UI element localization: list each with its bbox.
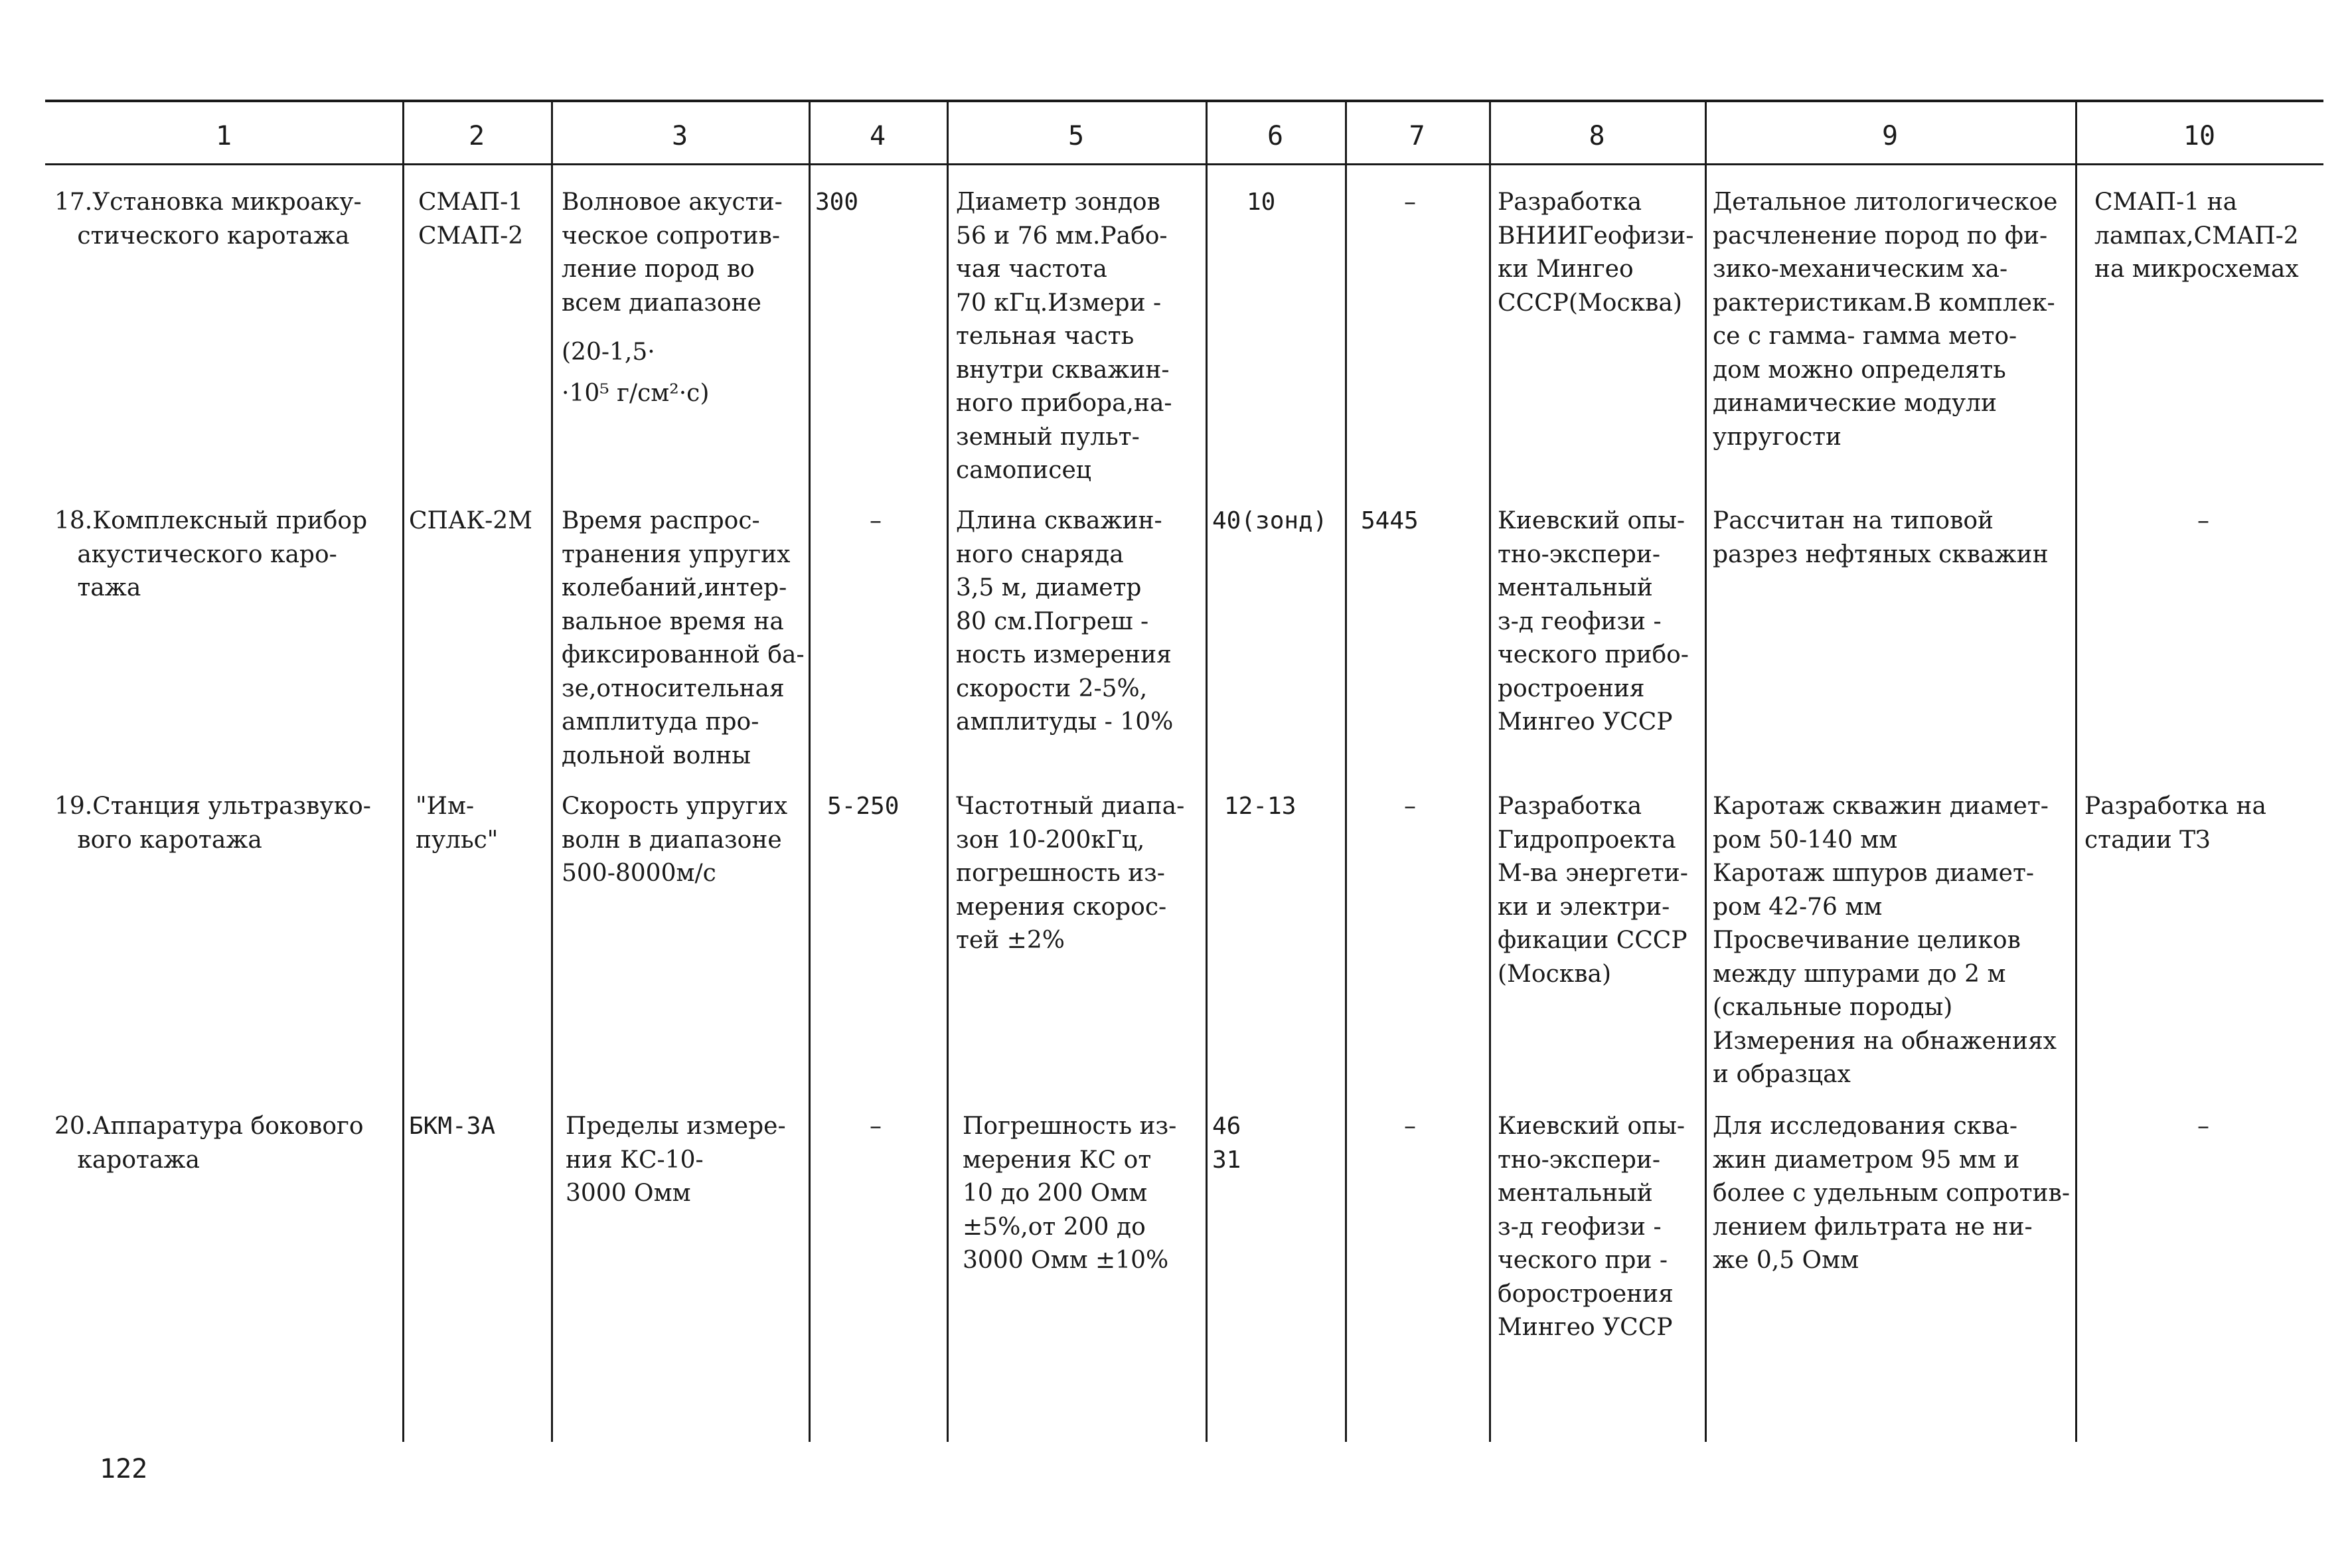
table-cell-application: Детальное литологическое расчленение пород по фи- зико-механическим ха- рактеристикам.В комплек- се с гамма- гамма мето- дом можно определять динамические модули упругости	[1713, 189, 2058, 451]
column-header: 8	[1589, 121, 1605, 151]
column-divider	[551, 101, 553, 1442]
table-cell-name: 18.Комплексный прибор акустического каро- тажа	[54, 507, 368, 601]
column-header: 10	[2183, 121, 2216, 151]
column-header: 3	[671, 121, 688, 151]
table-cell-col7: 5445	[1361, 507, 1419, 534]
table-cell-measured: Время распрос- транения упругих колебаний,интер- вальное время на фиксированной ба- зе,относительная амплитуда про- дольной волны	[562, 507, 805, 769]
table-cell-developer: Киевский опы- тно-экспери- ментальный з-д геофизи - ческого при - боростроения Мингео УССР	[1498, 1113, 1686, 1341]
table-cell-type: "Им- пульс"	[416, 793, 499, 854]
table-cell-col6: 40(зонд)	[1212, 507, 1328, 534]
table-cell-col4: 300	[815, 189, 859, 216]
column-divider	[2075, 101, 2077, 1442]
table-cell-measured: Скорость упругих волн в диапазоне 500-8000м/с	[562, 793, 788, 887]
table-cell-application: Для исследования сква- жин диаметром 95 мм и более с удельным сопротив- лением фильтрата не ни- же 0,5 Омм	[1713, 1113, 2070, 1274]
table-cell-measured: Пределы измере- ния КС-10- 3000 Омм	[566, 1113, 786, 1207]
table-cell-col7: –	[1404, 793, 1416, 820]
column-header: 7	[1409, 121, 1425, 151]
table-cell-developer: Разработка Гидропроекта М-ва энергети- ки и электри- фикации СССР (Москва)	[1498, 793, 1688, 988]
column-divider	[809, 101, 811, 1442]
table-cell-measured: Волновое акусти- ческое сопротив- ление пород во всем диапазоне	[562, 189, 783, 317]
table-cell-name: 20.Аппаратура бокового каротажа	[54, 1113, 364, 1174]
column-divider	[1705, 101, 1707, 1442]
column-divider	[1345, 101, 1347, 1442]
table-cell-specs: Частотный диапа- зон 10-200кГц, погрешность из- мерения скорос- тей ±2%	[956, 793, 1185, 954]
table-cell-developer: Киевский опы- тно-экспери- ментальный з-д геофизи - ческого прибо- ростроения Мингео УССР	[1498, 507, 1689, 736]
table-cell-developer: Разработка ВНИИГеофизи- ки Мингео СССР(Москва)	[1498, 189, 1694, 317]
table-cell-specs: Погрешность из- мерения КС от 10 до 200 Омм ±5%,от 200 до 3000 Омм ±10%	[963, 1113, 1177, 1274]
table-cell-name: 19.Станция ультразвуко- вого каротажа	[54, 793, 371, 854]
table-cell-notes: Разработка на стадии ТЗ	[2084, 793, 2266, 854]
column-header: 2	[468, 121, 485, 151]
column-header: 5	[1067, 121, 1085, 151]
column-divider	[1489, 101, 1491, 1442]
column-divider	[402, 101, 404, 1442]
table-cell-notes: СМАП-1 на лампах,СМАП-2 на микросхемах	[2094, 189, 2299, 283]
page-number: 122	[100, 1454, 148, 1484]
table-cell-type: БКМ-3А	[409, 1113, 496, 1140]
table-cell-col6: 46 31	[1212, 1113, 1241, 1174]
table-cell-col6: 10	[1247, 189, 1276, 216]
table-cell-application: Каротаж скважин диамет- ром 50-140 мм Каротаж шпуров диамет- ром 42-76 мм Просвечивание целиков между шпурами до 2 м (скальные породы) Измерения на обнажениях и образцах	[1713, 793, 2057, 1088]
table-cell-col6: 12-13	[1224, 793, 1296, 820]
column-header: 9	[1881, 121, 1899, 151]
column-divider	[947, 101, 949, 1442]
table-cell-col7: –	[1404, 1113, 1416, 1140]
table-cell-col7: –	[1404, 189, 1416, 216]
table-cell-specs: Диаметр зондов 56 и 76 мм.Рабо- чая частота 70 кГц.Измери - тельная часть внутри скважин- ного прибора,на- земный пульт- самописец	[956, 189, 1172, 484]
column-header: 6	[1267, 121, 1284, 151]
table-cell-measured-range: (20-1,5· ·10⁵ г/см²·с)	[562, 339, 710, 407]
table-cell-notes: –	[2197, 507, 2209, 534]
table-cell-col4: 5-250	[827, 793, 900, 820]
table-cell-application: Рассчитан на типовой разрез нефтяных скважин	[1713, 507, 2049, 568]
table-cell-type: СМАП-1 СМАП-2	[418, 189, 524, 250]
column-header: 1	[215, 121, 232, 151]
column-header: 4	[869, 121, 886, 151]
table-cell-col4: –	[870, 1113, 882, 1140]
table-cell-specs: Длина скважин- ного снаряда 3,5 м, диаметр 80 см.Погреш - ность измерения скорости 2-5%, амплитуды - 10%	[956, 507, 1174, 736]
table-top-rule	[45, 100, 2323, 102]
table-cell-notes: –	[2197, 1113, 2209, 1140]
column-divider	[1206, 101, 1208, 1442]
table-cell-col4: –	[870, 507, 882, 534]
header-bottom-rule	[45, 163, 2323, 165]
table-cell-type: СПАК-2М	[409, 507, 532, 534]
table-cell-name: 17.Установка микроаку- стического каротажа	[54, 189, 362, 250]
